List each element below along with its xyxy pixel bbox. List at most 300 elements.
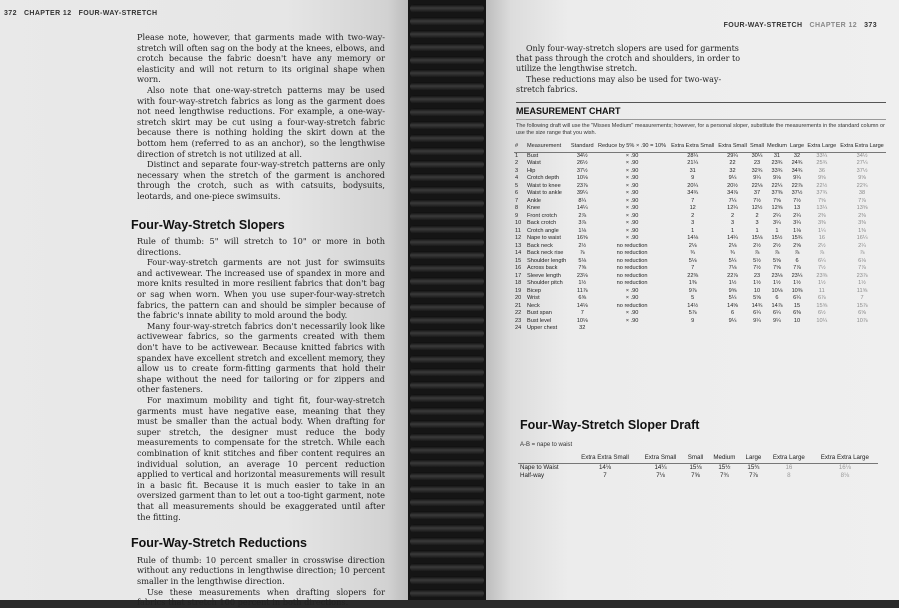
table-cell: 2½ [578,242,587,249]
table-cell: 37½ [856,167,868,174]
table-cell: 7½ [753,265,761,271]
table-cell: 15⅛ [751,235,763,241]
chart-top-rule [516,102,886,103]
table-cell: 23⅛ [771,272,783,279]
table-row [514,235,886,243]
table-row [514,183,886,191]
running-head-title: FOUR-WAY-STRETCH [723,22,803,29]
table-cell: Waist to ankle [527,190,562,196]
table-cell: 36 [818,167,825,174]
spiral-ring [410,303,484,312]
right-page [486,0,899,600]
table-cell: 32 [729,167,736,174]
table-cell: 20½ [727,182,738,189]
table-cell: 11 [515,227,521,234]
table-row [514,258,886,266]
table-cell: × .90 [625,295,639,301]
table-cell [669,325,717,333]
table-cell: 23⅞ [856,272,868,279]
table-cell: 30¼ [751,152,763,159]
table-row [514,273,886,281]
table-cell: 7⅝ [773,197,781,204]
table-cell: 2⅜ [817,212,826,219]
table-cell: 7⅞ [858,197,866,204]
table-cell: Bust [527,152,539,159]
table-cell: 5¼ [728,295,737,301]
table-cell: 1 [730,227,735,234]
table-cell: 22⅛ [751,182,763,189]
table-cell: 7⅝ [817,197,826,204]
table-cell: ⅞ [754,250,760,256]
table-cell: 1½ [817,280,826,286]
table-cell: 15¾ [747,464,760,471]
spiral-ring [410,30,484,39]
table-cell: 10⅛ [576,175,588,181]
spiral-ring [410,173,484,182]
table-cell: 1⅛ [578,227,587,234]
paragraph: Please note, however, that garments made with two-way-stretch will often sag on the body at the knees, elbows, and crotch because the fabric doesn't have any memory or elasticity and will not return to its original shape when worn. [137,32,385,85]
table-cell: 7¾ [720,472,729,479]
table-cell: 10⅜ [791,287,803,294]
table-cell: 16¼ [856,235,868,241]
table-cell: × .90 [625,160,639,166]
table-row [514,175,886,183]
table-cell: ⅞ [774,250,780,256]
table-cell: 3 [515,167,519,174]
table-cell: 2⅞ [578,212,587,219]
table-cell: 15½ [718,464,731,471]
table-cell: 12 [689,205,696,211]
table-cell: 37 [753,190,761,196]
table-cell: 15⅛ [689,464,702,471]
table-cell: 1⅛ [793,227,801,234]
table-cell: 12 [515,235,522,241]
measurement-chart-title: MEASUREMENT CHART [516,106,621,116]
table-cell: 23⅜ [816,272,828,279]
table-row [514,220,886,228]
table-cell: 5⅝ [753,295,761,301]
table-cell: × .90 [625,235,639,241]
spiral-ring [410,264,484,273]
spiral-ring [410,17,484,26]
column-header: Extra Extra Large [838,143,886,152]
table-row [514,288,886,296]
table-cell: 1½ [793,280,801,286]
table-cell: 9⅛ [773,175,781,181]
table-cell: 5½ [753,257,761,264]
table-cell: 6¼ [773,310,781,316]
table-cell: ⅞ [819,250,825,256]
table-cell: 39¼ [576,190,588,196]
table-cell: 3¼ [773,220,781,226]
table-row [518,464,878,473]
spiral-ring [410,69,484,78]
table-cell: 22 [515,310,522,316]
table-cell: 4 [515,175,519,181]
spiral-ring [410,485,484,494]
table-cell: 28¼ [687,152,699,159]
table-cell: ⅞ [579,250,585,256]
spiral-ring [410,238,484,247]
table-cell: 10¼ [816,317,828,324]
table-cell: 13 [793,205,801,211]
table-cell: 3⅜ [858,220,866,226]
table-cell: 15 [515,257,522,264]
table-cell: 9⅞ [688,287,697,294]
table-cell: 31 [689,167,696,174]
table-cell: 6⅝ [578,295,587,301]
table-cell: × .90 [625,212,639,219]
table-cell: 7 [691,197,695,204]
table-cell: 3⅞ [578,220,587,226]
table-cell: 11 [818,287,825,294]
table-cell: no reduction [616,242,648,249]
table-cell: 22½ [816,182,828,189]
measurement-table [514,143,886,333]
table-cell: 10 [753,287,761,294]
table-cell: 10⅛ [576,317,588,324]
spiral-ring [410,316,484,325]
table-cell: 9 [515,212,519,219]
table-cell: 9¼ [753,317,761,324]
table-cell: 15¾ [791,235,803,241]
table-cell: 26½ [576,160,588,166]
table-cell: 1½ [773,280,781,286]
table-cell: Nape to Waist [520,464,559,471]
column-header: Reduce by 5% × .90 = 10% [595,143,669,152]
table-cell: 1 [691,227,695,234]
spiral-ring [410,186,484,195]
left-running-head [4,10,157,17]
table-cell: 15 [793,302,801,309]
table-cell: 15½ [771,235,783,241]
table-cell: × .90 [625,197,639,204]
table-row [514,190,886,198]
paragraph: Distinct and separate four-way-stretch patterns are only necessary when the stretch of the garment is anchored through the crotch, such as with catsuits, bodysuits, leotards, and one-piece swimsuits. [137,159,385,201]
table-cell: 7⅞ [858,265,866,271]
right-intro [516,44,746,95]
table-cell: Ankle [527,197,541,204]
spiral-ring [410,82,484,91]
table-row [514,213,886,221]
table-cell: no reduction [616,302,648,309]
spiral-ring [410,550,484,559]
column-header: Extra Extra Large [812,454,878,464]
table-cell: 2⅜ [858,212,866,219]
spiral-ring [410,368,484,377]
table-row [514,310,886,318]
table-cell: 33¼ [816,152,828,159]
table-cell: 10⅛ [771,287,783,294]
table-cell: 14⅞ [771,302,783,309]
table-cell: 7 [580,310,584,316]
table-cell: 12¼ [727,205,738,211]
table-cell: 9⅝ [858,175,866,181]
table-cell: 7 [515,197,519,204]
table-cell: Back neck [527,242,553,249]
table-cell: Bicep [527,287,541,294]
spiral-ring [410,277,484,286]
column-header: Extra Extra Small [572,454,638,464]
table-cell: 3¼ [793,220,801,226]
table-cell: 1½ [858,280,866,286]
table-row [514,243,886,251]
spiral-ring [410,225,484,234]
table-cell: Front crotch [527,212,557,219]
table-cell: 2½ [753,242,761,249]
spiral-ring [410,43,484,52]
table-cell: 22¾ [856,182,868,189]
spiral-ring [410,355,484,364]
table-cell: 12½ [751,205,763,211]
table-row [514,280,886,288]
spiral-ring [410,329,484,338]
table-cell: 3⅜ [817,220,826,226]
table-cell: 3 [730,220,735,226]
table-cell: 9¼ [728,175,737,181]
table-cell: Neck [527,302,540,309]
table-cell: Wrist [527,295,540,301]
table-cell: 7⅝ [773,265,781,271]
table-cell [788,325,805,333]
table-row [518,472,878,480]
table-row [514,325,886,333]
spiral-ring [410,394,484,403]
table-cell: 9 [691,317,695,324]
spiral-ring [410,459,484,468]
table-cell: 2⅝ [793,242,801,249]
table-cell: 20¼ [687,182,699,189]
table-cell: × .90 [625,190,639,196]
paragraph: Many four-way-stretch fabrics don't necessarily look like activewear fabrics, so the garments created with them don't have to be activewear. Because knitted fabrics with spandex have excellent stretch and excellent memory, they allow us to create form-fitting garments that hold their shape without the need for tailoring or for zippers and other fasteners. [137,320,385,395]
spiral-ring [410,4,484,13]
spiral-ring [410,433,484,442]
table-cell: 13⅝ [856,205,868,211]
table-row [514,265,886,273]
table-cell: 23⅞ [576,182,588,189]
page-number-right: 373 [864,22,877,29]
table-cell: 23 [753,272,761,279]
table-cell: Waist to knee [527,182,561,189]
table-cell: 1½ [578,280,587,286]
table-cell: 2⅛ [688,242,697,249]
table-cell: 7½ [793,197,801,204]
table-cell: 22⅜ [687,272,699,279]
table-cell: 1½ [753,280,761,286]
table-row [514,198,886,206]
chapter-label-left: CHAPTER 12 [23,10,72,17]
table-cell: 1 [755,227,759,234]
table-cell: × .90 [625,175,639,181]
table-cell: ¾ [690,250,696,256]
table-cell: × .90 [625,287,639,294]
table-cell: 7⅝ [691,472,700,479]
table-cell: ¾ [730,250,735,256]
table-cell: 6 [515,190,519,196]
table-cell: 10 [793,317,801,324]
spiral-ring [410,524,484,533]
table-cell: 13 [515,242,522,249]
spiral-ring [410,446,484,455]
table-cell: 2 [691,212,695,219]
table-cell: 16 [818,235,825,241]
table-cell: 29¼ [727,152,738,159]
table-cell: Upper chest [527,325,558,331]
table-cell: × .90 [625,227,639,234]
table-cell: no reduction [616,250,648,256]
table-cell: 22 [729,160,736,166]
chapter-title-left: FOUR-WAY-STRETCH [78,10,158,17]
table-cell: 14¼ [576,205,588,211]
table-cell [838,325,886,333]
table-row [514,152,886,160]
table-cell: 10 [515,220,522,226]
table-cell: Nape to waist [527,235,561,241]
table-cell: × .90 [625,182,639,189]
table-cell: 34¾ [687,190,699,196]
table-cell: 19 [515,287,522,294]
table-cell: 16 [515,265,522,271]
heading-slopers: Four-Way-Stretch Slopers [131,217,285,232]
table-cell: 5⅛ [688,257,697,264]
table-cell: 8¼ [578,197,587,204]
spiral-binding [408,0,486,600]
table-cell: 6⅝ [858,310,866,316]
table-cell: 1⅜ [688,280,697,286]
table-cell: 7¼ [728,197,737,204]
table-cell: 14⅛ [576,302,588,309]
table-cell: 7 [603,472,607,479]
table-cell: no reduction [616,265,648,271]
table-cell: 9¼ [793,175,801,181]
table-cell: 11⅞ [577,287,588,294]
table-cell: 2 [755,212,759,219]
table-cell: 9 [691,175,695,181]
table-cell: 37¾ [816,190,828,196]
table-cell: 2¼ [858,242,866,249]
sloper-draft-table [518,454,878,480]
table-cell: 7½ [753,197,761,204]
table-cell: 7⅛ [728,265,737,271]
table-cell: 6⅜ [793,310,801,316]
table-cell: Back neck rise [527,250,564,256]
table-cell: Knee [527,205,541,211]
table-cell: 32 [579,325,586,331]
table-cell: 23¾ [771,160,783,166]
table-cell: 27¼ [856,160,868,166]
table-cell: 6 [730,310,735,316]
table-cell: 7 [860,295,864,301]
column-header: Large [788,143,805,152]
table-cell: 7½ [817,265,826,271]
column-header: Extra Small [716,143,748,152]
table-cell: 21¼ [687,160,699,166]
column-header: Measurement [526,143,569,152]
chart-title-rule [516,119,886,120]
spiral-ring [410,472,484,481]
table-cell: Shoulder pitch [527,280,563,286]
table-cell: 14⅛ [687,235,699,241]
table-cell: no reduction [616,272,648,279]
paragraph: Use these measurements when drafting slopers for fabrics that stretch 100 percent in both directions. [137,586,385,608]
table-cell: Across back [527,265,558,271]
table-cell: 22⅞ [791,182,803,189]
table-cell: × .90 [625,152,639,159]
table-cell: 5⅝ [773,257,781,264]
table-cell: 5 [515,182,519,189]
spiral-ring [410,160,484,169]
spiral-ring [410,95,484,104]
table-cell: × .90 [625,167,639,174]
table-cell: 37½ [576,167,588,174]
spiral-ring [410,381,484,390]
spiral-ring [410,251,484,260]
spiral-ring [410,537,484,546]
table-row [514,160,886,168]
spiral-ring [410,108,484,117]
paragraph: These reductions may also be used for two-way-stretch fabrics. [516,74,722,94]
column-header [518,454,572,464]
table-cell: 22¼ [771,182,783,189]
table-cell: 2⅛ [728,242,737,249]
table-cell: 9⅝ [817,175,826,181]
right-running-head [724,22,877,29]
paragraph: Four-way-stretch garments are not just for swimsuits and activewear. The increased use of spandex in more and more knits resulted in more resilient fabrics that don't bag or sag when worn. When you use super-four-way-stretch fabrics, the pattern can and should be simpler because of the fabric's innate ability to mold around the body. [137,257,385,321]
column-header: Extra Large [806,143,839,152]
table-cell: 14½ [687,302,699,309]
table-cell: 2¼ [793,212,801,219]
table-cell: 6¼ [753,310,761,316]
table-cell: 6½ [817,310,826,316]
table-cell: 9¼ [773,317,781,324]
table-cell [595,325,669,333]
table-cell: 16⅝ [576,235,588,241]
table-cell: Sleeve length [527,272,561,279]
spiral-ring [410,147,484,156]
table-cell: 6 [795,257,799,264]
spiral-ring [410,121,484,130]
spiral-ring [410,342,484,351]
table-cell: 20 [515,295,522,301]
table-cell: ⅞ [859,250,865,256]
table-cell: 2¼ [773,212,781,219]
table-cell: 7⅞ [793,265,801,271]
spiral-ring [410,199,484,208]
table-cell: 22⅞ [727,272,738,279]
table-cell: 7⅞ [749,472,758,479]
table-cell: 34⅞ [727,190,738,196]
table-cell: Half-way [520,472,545,479]
table-cell: 24¾ [791,160,803,166]
spiral-ring [410,420,484,429]
table-cell [716,325,748,333]
table-cell [765,325,788,333]
table-cell: 23⅛ [576,272,588,279]
left-body [131,32,385,608]
table-cell: 8 [787,472,791,479]
column-header: # [514,143,526,152]
table-cell: Bust span [527,310,552,316]
table-cell: 17 [515,272,522,279]
column-header: Extra Large [766,454,812,464]
table-cell: 14¾ [751,302,763,309]
table-cell: 13¼ [816,205,828,211]
column-header: Small [749,143,766,152]
table-cell: 32 [793,152,801,159]
table-cell: 2½ [773,242,781,249]
table-cell: 14¼ [727,235,738,241]
paragraph: For maximum mobility and tight fit, four-way-stretch garments must have negative ease, meaning that they must be smaller than the actual body. When drafting for super stretch, the designer must reduce the body measurements to compensate for the stretch. While each combination of knit stitches and fiber content requires an individual solution, an average 10 percent reduction applied to vertical and horizontal measurements will result in a basic fit. Because it is much easier to take in an oversized garment than to let out a too-tight garment, note that all measurements should be exaggerated until after the fitting. [137,395,385,522]
